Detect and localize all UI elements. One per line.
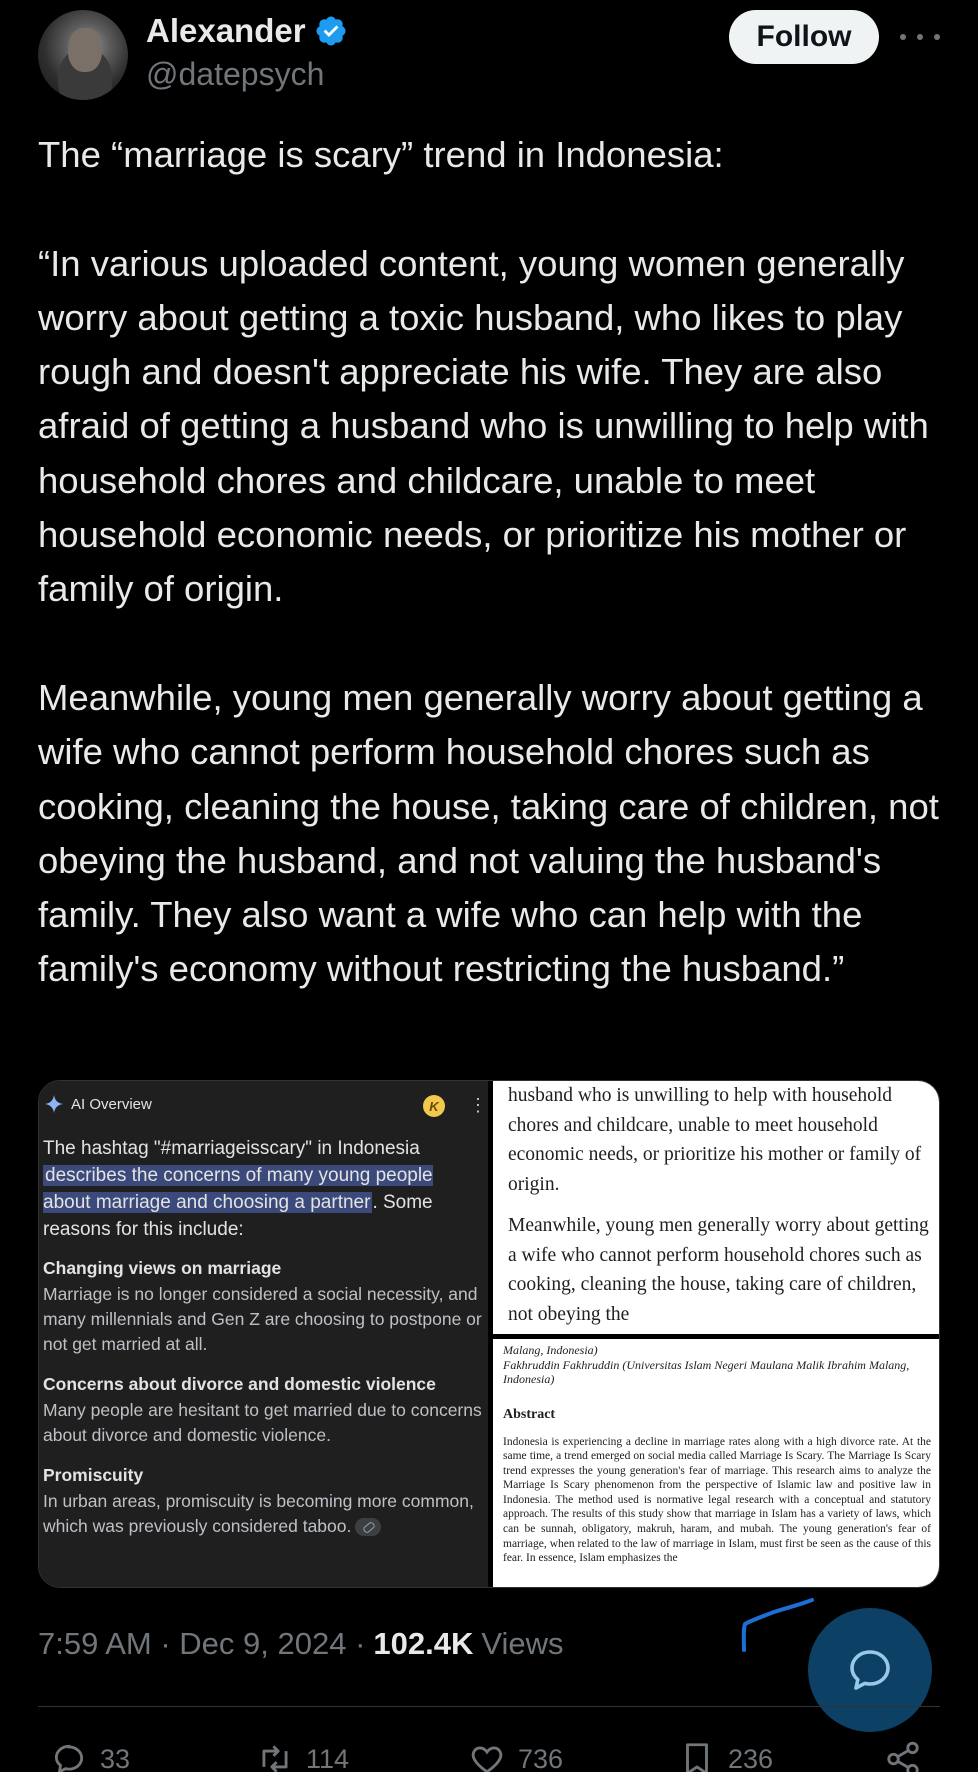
ai-intro-highlight: describes the concerns of many young people about marriage and choosing a partner xyxy=(43,1165,433,1213)
tweet-meta xyxy=(38,1626,564,1662)
reply-icon xyxy=(50,1740,88,1772)
abstract-title: Abstract xyxy=(503,1406,556,1422)
ai-overview-intro xyxy=(43,1135,485,1243)
tweet-paragraph-1: The “marriage is scary” trend in Indonesia: xyxy=(38,134,724,175)
repost-button[interactable] xyxy=(256,1740,349,1772)
views-label: Views xyxy=(481,1626,564,1661)
tweet-media[interactable] xyxy=(38,1080,940,1588)
like-button[interactable] xyxy=(468,1740,563,1772)
tweet-paragraph-2: “In various uploaded content, young women generally worry about getting a toxic husband, who likes to play rough and doesn't appreciate his wife. They are also afraid of getting a husband who is unwilling to help with household chores and childcare, unable to meet household economic needs, or prioritize his mother or family of origin. xyxy=(38,242,939,610)
repost-count: 114 xyxy=(306,1743,350,1772)
bookmark-button[interactable] xyxy=(678,1740,773,1772)
avatar[interactable] xyxy=(38,10,128,100)
ai-section-body-text: In urban areas, promiscuity is becoming more common, which was previously considered taboo. xyxy=(43,1491,474,1536)
tweet-header xyxy=(0,0,978,110)
ai-intro-end: . Some reasons for this include: xyxy=(43,1192,433,1240)
like-count: 736 xyxy=(518,1743,564,1772)
article-excerpt[interactable] xyxy=(493,1081,940,1334)
verified-badge-icon xyxy=(314,14,348,48)
compose-reply-icon[interactable] xyxy=(846,1646,894,1694)
bookmark-icon xyxy=(678,1740,716,1772)
ai-section-heading: Changing views on marriage xyxy=(43,1258,282,1278)
tweet-text xyxy=(38,128,948,997)
ai-menu-icon: ⋮ xyxy=(469,1095,487,1115)
reply-count: 33 xyxy=(100,1743,131,1772)
hand-drawn-mark xyxy=(738,1594,818,1654)
tweet-actions xyxy=(0,1740,978,1772)
ai-overview-header xyxy=(43,1091,484,1117)
follow-button[interactable]: Follow xyxy=(729,10,879,64)
paper-abstract[interactable] xyxy=(493,1339,940,1588)
ai-intro-start: The hashtag "#marriageisscary" in Indonesia xyxy=(43,1138,420,1159)
paper-affiliation: Fakhruddin Fakhruddin (Universitas Islam Negeri Maulana Malik Ibrahim Malang, Indonesia) xyxy=(503,1357,910,1386)
more-icon[interactable] xyxy=(900,20,940,54)
ai-section-heading: Concerns about divorce and domestic violence xyxy=(43,1374,436,1394)
divider xyxy=(38,1706,940,1707)
ai-overview-title: AI Overview xyxy=(71,1095,152,1113)
views-count: 102.4K xyxy=(373,1626,474,1661)
profile-badge: K xyxy=(423,1095,445,1117)
tweet-timestamp[interactable]: 7:59 AM · Dec 9, 2024 · xyxy=(38,1626,366,1661)
sparkle-icon xyxy=(45,1095,63,1113)
ai-section-body: Many people are hesitant to get married due to concerns about divorce and domestic violence. xyxy=(43,1400,482,1445)
ai-section-body: Marriage is no longer considered a social necessity, and many millennials and Gen Z are choosing to postpone or not get married at all. xyxy=(43,1284,482,1354)
share-button[interactable] xyxy=(884,1740,922,1772)
display-name[interactable]: Alexander xyxy=(146,12,306,49)
ai-section-body xyxy=(43,1489,484,1539)
ai-section-heading: Promiscuity xyxy=(43,1465,144,1485)
repost-icon xyxy=(256,1740,294,1772)
link-icon xyxy=(355,1518,381,1536)
bookmark-count: 236 xyxy=(728,1743,774,1772)
name-row xyxy=(146,12,348,50)
excerpt-paragraph-2: Meanwhile, young men generally worry about getting a wife who cannot perform household chores such as cooking, cleaning the house, taking care of children, not obeying the xyxy=(508,1215,929,1325)
excerpt-paragraph-1: husband who is unwilling to help with household chores and childcare, unable to meet household economic needs, or prioritize his mother or family of origin. xyxy=(508,1085,922,1195)
tweet-paragraph-3: Meanwhile, young men generally worry about getting a wife who cannot perform household chores such as cooking, cleaning the house, taking care of children, not obeying the husband, and not valuing the husband's family. They also want a wife who can help with the family's economy without restricting the husband.” xyxy=(38,676,950,990)
ai-overview-screenshot[interactable] xyxy=(39,1081,488,1588)
abstract-text: Indonesia is experiencing a decline in marriage rates along with a high divorce rate. At the same time, a trend emerged on social media called Marriage Is Scary. The Marriage Is Scary trend expresses the young generation's fear of marriage. This research aims to analyze the Marriage Is Scary phenomenon from the perspective of Islamic law and positive law in Indonesia. The method used is normative legal research with a conceptual and statutory approach. The results of this study show that marriage in Islam has a variety of laws, which can be sunnah, obligatory, makruh, haram, and mubah. The young generation's fear of marriage, when related to the law of marriage in Islam, must first be seen as the cause of this fear. In essence, Islam emphasizes the xyxy=(503,1435,931,1565)
like-icon xyxy=(468,1740,506,1772)
share-icon xyxy=(884,1740,922,1772)
user-handle[interactable]: @datepsych xyxy=(146,56,325,92)
reply-button[interactable] xyxy=(50,1740,130,1772)
paper-affiliation: Malang, Indonesia) xyxy=(503,1343,598,1357)
